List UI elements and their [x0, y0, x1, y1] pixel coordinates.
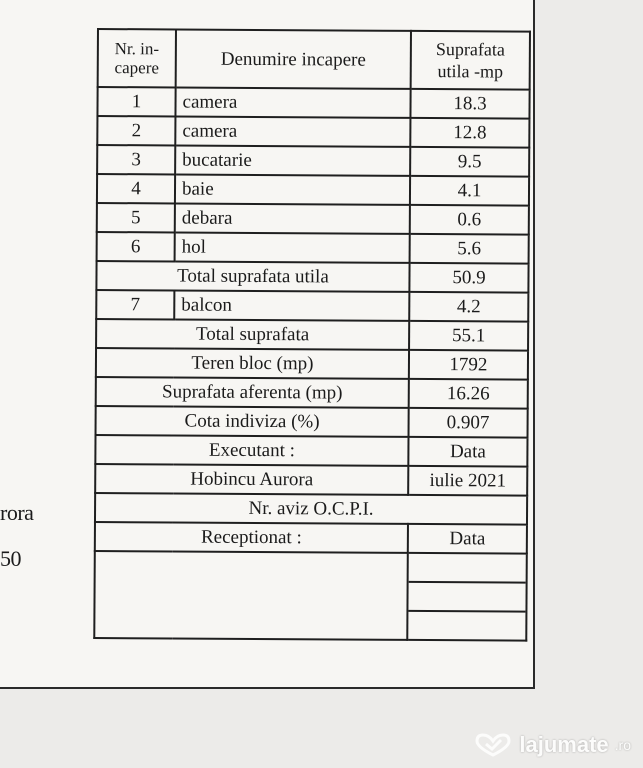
room-area: 4.1 — [410, 176, 529, 206]
margin-text-line2: 50 — [0, 546, 21, 571]
header-nr — [98, 29, 176, 87]
balcon-name: balcon — [174, 290, 409, 320]
table-row — [97, 87, 529, 119]
receptionat-row — [95, 522, 527, 554]
header-suprafata — [411, 31, 530, 90]
header-denumire: Denumire incapere — [176, 29, 411, 88]
header-sup-line2: utila -mp — [437, 61, 504, 82]
table-header-row — [98, 29, 530, 90]
table-row — [97, 203, 529, 235]
margin-text-line1: rora — [0, 500, 34, 525]
room-area: 18.3 — [410, 89, 529, 119]
cota-indiviza-label: Cota indiviza (%) — [96, 406, 409, 437]
room-name: camera — [175, 87, 410, 117]
blank-cell — [408, 612, 525, 640]
room-name: camera — [175, 116, 410, 146]
executant-name: Hobincu Aurora — [95, 464, 408, 495]
total-utila-row — [96, 261, 528, 293]
room-area: 0.6 — [410, 205, 529, 235]
room-nr: 2 — [97, 116, 175, 145]
executant-data-label: Data — [408, 437, 527, 467]
room-nr: 3 — [97, 145, 175, 174]
room-area: 12.8 — [410, 118, 529, 148]
total-suprafata-label: Total suprafata — [96, 319, 409, 350]
watermark-domain: .ro — [614, 737, 631, 753]
executant-row — [95, 435, 527, 467]
aviz-row — [95, 493, 527, 525]
room-nr: 5 — [97, 203, 175, 232]
aviz-label: Nr. aviz O.C.P.I. — [95, 493, 527, 525]
table-row — [97, 174, 529, 206]
cota-indiviza-value: 0.907 — [409, 408, 528, 438]
room-name: bucatarie — [175, 145, 410, 175]
teren-bloc-row — [96, 348, 528, 380]
room-name: baie — [175, 174, 410, 204]
room-name: hol — [175, 232, 410, 262]
table-row — [97, 116, 529, 148]
room-nr: 4 — [97, 174, 175, 203]
cota-indiviza-row — [96, 406, 528, 438]
teren-bloc-value: 1792 — [409, 350, 528, 380]
total-suprafata-value: 55.1 — [409, 321, 528, 351]
receptionat-label: Receptionat : — [95, 522, 408, 553]
receptionat-blank-row — [94, 551, 527, 641]
balcon-area: 4.2 — [409, 292, 528, 322]
surface-table — [93, 28, 531, 642]
room-area: 5.6 — [410, 234, 529, 264]
suprafata-aferenta-row — [96, 377, 528, 409]
receptionat-data-label: Data — [408, 524, 527, 554]
executant-date: iulie 2021 — [408, 466, 527, 496]
total-suprafata-row — [96, 319, 528, 351]
table-row — [97, 145, 529, 177]
total-utila-label: Total suprafata utila — [96, 261, 409, 292]
table-row — [97, 232, 529, 264]
header-sup-line1: Suprafata — [435, 39, 505, 60]
balcon-nr: 7 — [96, 290, 174, 319]
room-nr: 6 — [97, 232, 175, 261]
room-area: 9.5 — [410, 147, 529, 177]
total-utila-value: 50.9 — [409, 263, 528, 293]
watermark-logo — [473, 732, 631, 758]
heart-check-icon — [473, 733, 513, 757]
suprafata-aferenta-value: 16.26 — [409, 379, 528, 409]
executant-label: Executant : — [95, 435, 408, 466]
executant-name-row — [95, 464, 527, 496]
header-nr-line2: capere — [114, 58, 159, 78]
suprafata-aferenta-label: Suprafata aferenta (mp) — [96, 377, 409, 408]
blank-cell — [409, 554, 526, 584]
receptionat-date-blanks — [407, 553, 527, 641]
blank-cell — [408, 583, 525, 613]
room-nr: 1 — [97, 87, 175, 116]
watermark-brand: lajumate — [519, 732, 609, 757]
room-name: debara — [175, 203, 410, 233]
receptionat-signature-area — [94, 551, 408, 640]
balcon-row — [96, 290, 528, 322]
teren-bloc-label: Teren bloc (mp) — [96, 348, 409, 379]
header-nr-line1: Nr. in- — [114, 39, 160, 59]
